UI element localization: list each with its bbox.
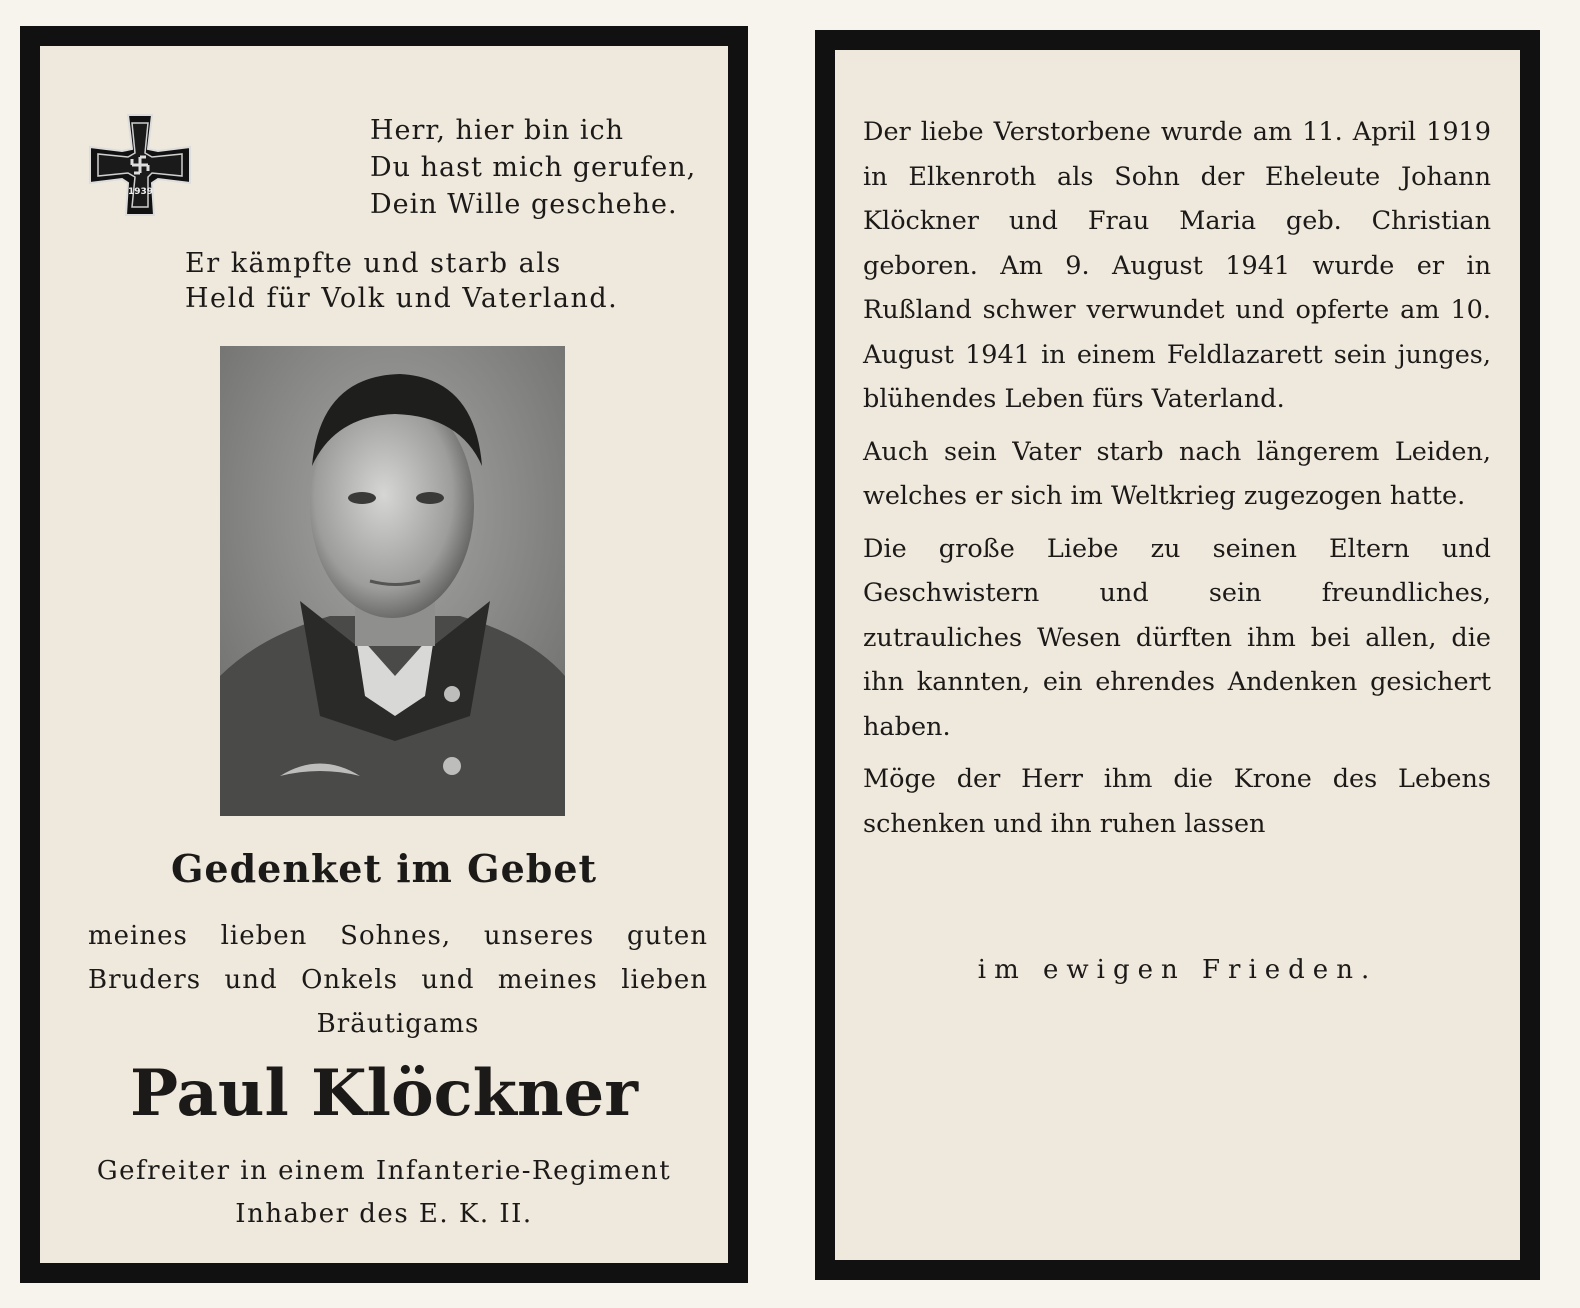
emblem-year: 1939 [128, 187, 154, 197]
right-card-paper [835, 50, 1520, 1260]
bio-paragraph: Möge der Herr ihm die Krone des Lebens schenken und ihn ruhen lassen [863, 764, 1491, 839]
prayer-title: Gedenket im Gebet [170, 846, 598, 891]
biography [863, 110, 1491, 854]
verse-line: Du hast mich gerufen, [370, 152, 697, 183]
portrait-drawing [220, 346, 565, 816]
motto-block [185, 246, 618, 316]
motto-line: Er kämpfte und starb als [185, 248, 562, 279]
bio-paragraph: Der liebe Verstorbene wurde am 11. April 1919 in Elkenroth als Sohn der Eheleute Johann Klöckner und Frau Maria geb. Christian geboren. Am 9. August 1941 wurde er in Rußland schwer verwundet und opferte am 10. August 1941 in einem Feldlazarett sein junges, blühendes Leben fürs Vaterland. [863, 117, 1491, 414]
verse-line: Herr, hier bin ich [370, 115, 625, 146]
left-memorial-card [20, 26, 748, 1283]
closing-line: im ewigen Frieden. [977, 955, 1378, 985]
mention-text: meines lieben Sohnes, unseres guten Bruders und Onkels und meines lieben Bräutigams [88, 921, 708, 1039]
iron-cross-icon [88, 113, 192, 217]
bio-paragraph: Die große Liebe zu seinen Eltern und Geschwistern und sein freundliches, zutrauliches Wesen dürften ihm bei allen, die ihn kannten, ein ehrendes Andenken gesichert haben. [863, 533, 1491, 742]
left-card-paper [40, 46, 728, 1263]
right-memorial-card [815, 30, 1540, 1280]
verse-line: Dein Wille geschehe. [370, 189, 678, 220]
motto-line: Held für Volk und Vaterland. [185, 283, 619, 314]
bio-paragraph: Auch sein Vater starb nach längerem Leiden, welches er sich im Weltkrieg zugezogen hatte. [863, 436, 1491, 511]
rank-line: Inhaber des E. K. II. [235, 1199, 533, 1229]
rank-line: Gefreiter in einem Infanterie-Regiment [96, 1156, 672, 1186]
deceased-name: Paul Klöckner [130, 1056, 638, 1131]
verse-block [370, 112, 696, 223]
rank-block [40, 1150, 728, 1236]
portrait-photo [220, 346, 565, 816]
